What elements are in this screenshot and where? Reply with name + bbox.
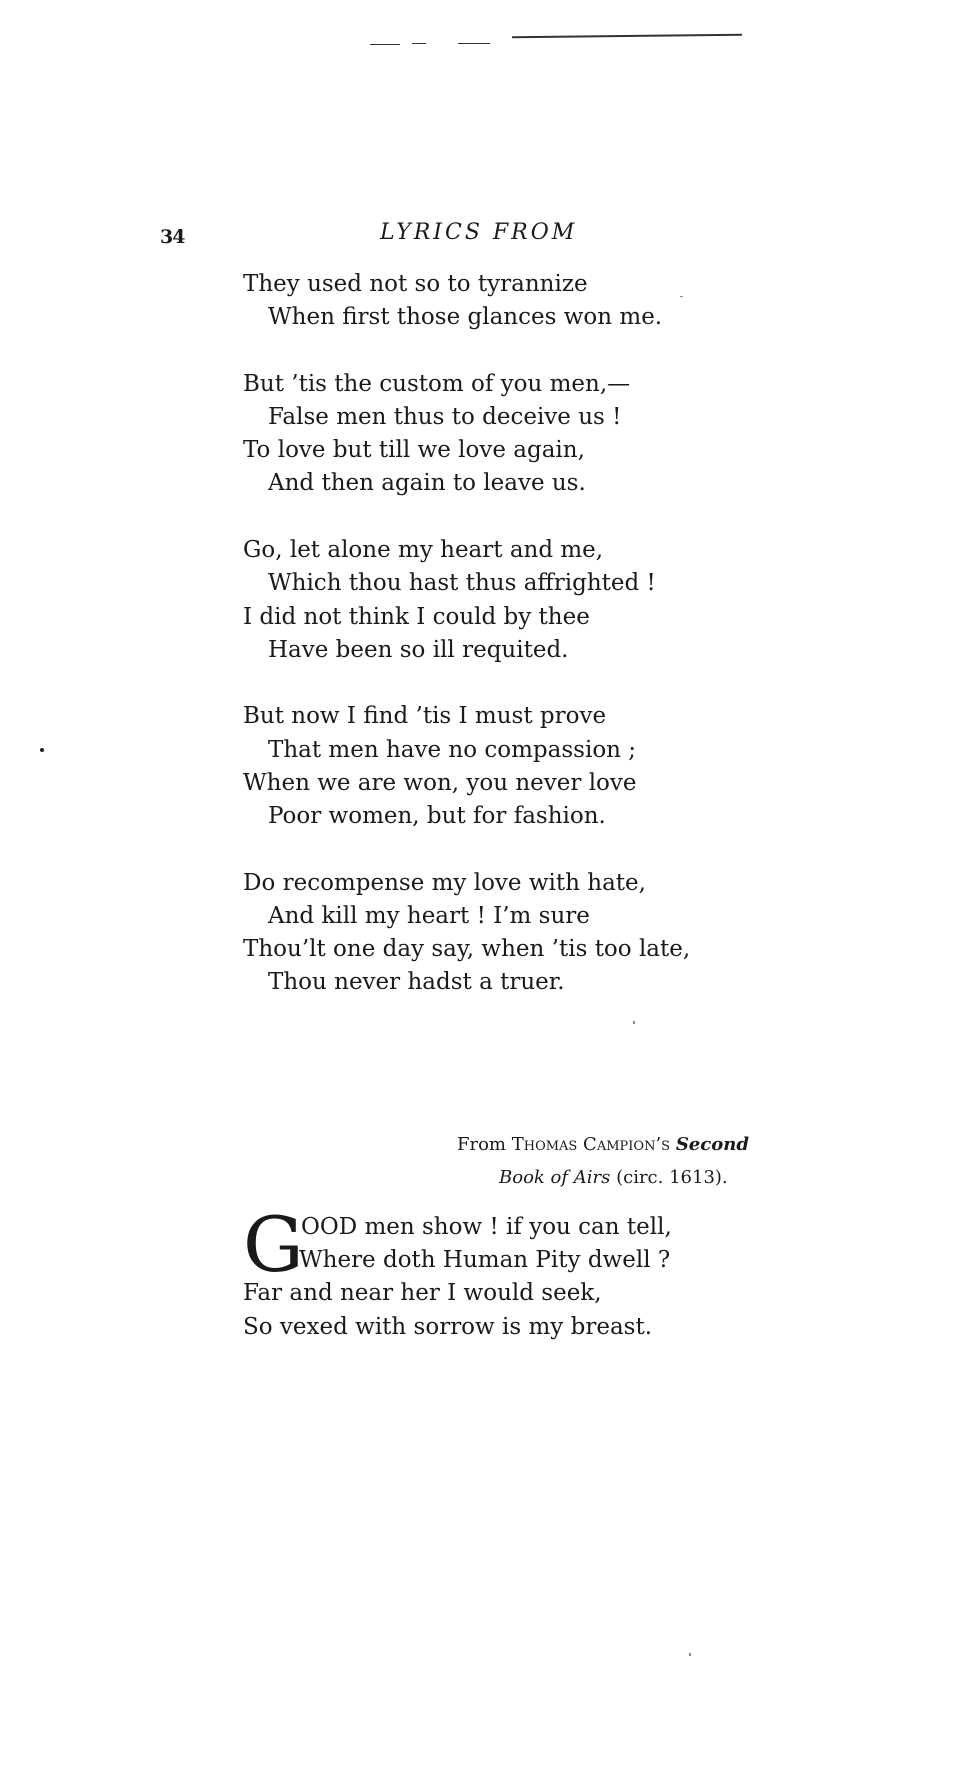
attribution-line	[457, 1128, 817, 1161]
poem-line: That men have no compassion ;	[268, 736, 637, 763]
poem-line: But ’tis the custom of you men,—	[243, 370, 631, 397]
drop-cap: G	[243, 1200, 304, 1289]
running-head: LYRICS FROM	[380, 220, 578, 245]
scan-mark	[458, 43, 490, 44]
poem-line: Do recompense my love with hate,	[243, 869, 646, 896]
poem-line: But now I find ’tis I must prove	[243, 703, 607, 730]
stanza	[243, 700, 763, 833]
scan-mark	[370, 44, 400, 45]
poem-line: Go, let alone my heart and me,	[243, 537, 604, 564]
stanza	[243, 368, 763, 501]
attribution	[457, 1128, 817, 1194]
poem-line: Far and near her I would seek,	[243, 1280, 602, 1307]
stanza	[243, 534, 763, 667]
poem-line: They used not so to tyrannize	[243, 271, 588, 297]
scan-mark	[412, 43, 426, 44]
attribution-author: Thomas Campion’s	[511, 1134, 671, 1155]
poem-line: Poor women, but for fashion.	[268, 802, 606, 829]
poem-line: Which thou hast thus affrighted !	[268, 570, 656, 597]
stanza	[243, 867, 763, 1000]
page-number: 34	[160, 226, 185, 248]
attribution-line	[457, 1161, 817, 1194]
scan-speck	[689, 1653, 691, 1656]
poem-line: When we are won, you never love	[243, 769, 637, 796]
poem	[243, 268, 763, 1033]
second-poem	[243, 1200, 763, 1344]
attribution-date: (circ. 1613).	[616, 1167, 728, 1188]
poem-line: Thou never hadst a truer.	[268, 969, 565, 996]
attribution-from: From	[457, 1134, 506, 1155]
poem-line: Where doth Human Pity dwell ?	[299, 1247, 671, 1274]
scan-speck	[680, 296, 683, 297]
poem-line: And then again to leave us.	[268, 470, 586, 497]
poem-line: To love but till we love again,	[243, 437, 585, 464]
attribution-title-part2: Book of Airs	[499, 1167, 611, 1188]
scan-speck	[633, 1021, 635, 1024]
poem-line: So vexed with sorrow is my breast.	[243, 1313, 653, 1340]
poem-line: I did not think I could by thee	[243, 603, 590, 630]
poem-line: False men thus to deceive us !	[268, 404, 622, 431]
attribution-title-part1: Second	[675, 1134, 749, 1155]
poem-line: And kill my heart ! I’m sure	[268, 902, 590, 929]
poem-line: Have been so ill requited.	[268, 636, 569, 663]
poem-line: OOD men show ! if you can tell,	[301, 1214, 672, 1240]
poem-line: Thou’lt one day say, when ’tis too late,	[243, 936, 691, 962]
scan-mark	[512, 34, 742, 38]
stanza	[243, 268, 763, 334]
scan-speck	[40, 748, 44, 752]
poem-line: When first those glances won me.	[268, 304, 663, 331]
